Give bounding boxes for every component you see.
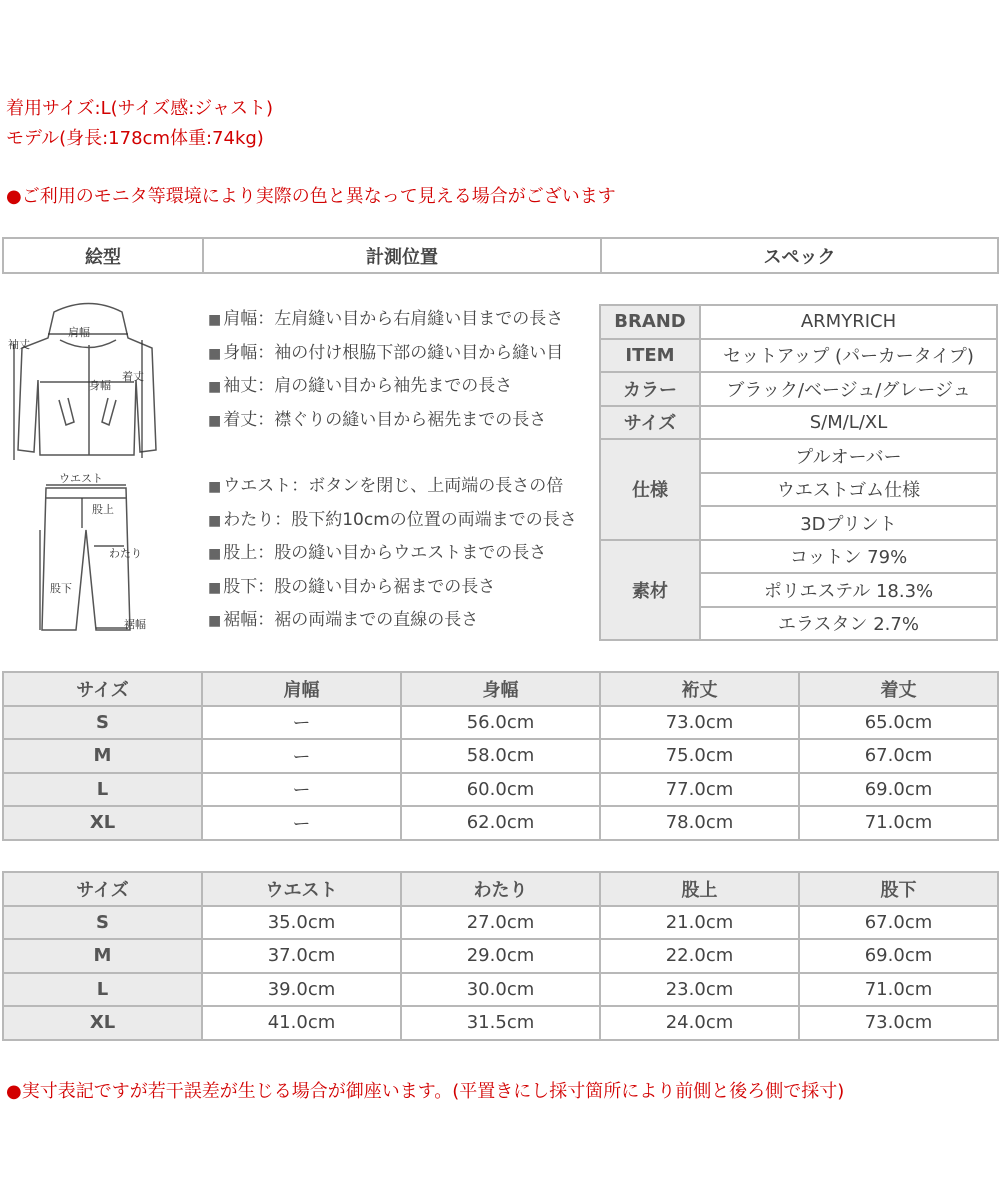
- model-info-text: モデル(身長:178cm体重:74kg): [6, 128, 264, 149]
- measurement-item: ■ 股下：股の縫い目から裾までの長さ: [208, 576, 496, 597]
- table-cell: 29.0cm: [401, 939, 600, 973]
- material-value: エラスタン 2.7%: [700, 607, 997, 641]
- bottom-size-table: [2, 871, 999, 1041]
- measurement-item: ■ 股上：股の縫い目からウエストまでの長さ: [208, 543, 547, 563]
- table-cell: 75.0cm: [600, 739, 799, 773]
- table-cell: 73.0cm: [600, 706, 799, 740]
- table-cell: 67.0cm: [799, 739, 998, 773]
- size-cell: S: [3, 706, 202, 740]
- size-cell: XL: [3, 806, 202, 840]
- col-header: 身幅: [401, 672, 600, 706]
- measurement-item: ■ 肩幅：左肩縫い目から右肩縫い目までの長さ: [208, 309, 564, 329]
- table-cell: 77.0cm: [600, 773, 799, 807]
- table-row: [3, 973, 998, 1007]
- material-value: コットン 79%: [700, 540, 997, 574]
- table-cell: 60.0cm: [401, 773, 600, 807]
- table-row: [3, 773, 998, 807]
- header-spec: スペック: [601, 238, 998, 273]
- table-row: [3, 906, 998, 940]
- spec-label-brand: BRAND: [600, 305, 700, 339]
- size-cell: XL: [3, 1006, 202, 1040]
- col-header: 股上: [600, 872, 799, 906]
- table-row: [3, 806, 998, 840]
- table-cell: 41.0cm: [202, 1006, 401, 1040]
- col-header: わたり: [401, 872, 600, 906]
- header-measurement: 計測位置: [203, 238, 601, 273]
- table-cell: 71.0cm: [799, 973, 998, 1007]
- table-row: [3, 706, 998, 740]
- section-header: [2, 237, 999, 274]
- table-cell: 73.0cm: [799, 1006, 998, 1040]
- table-cell: 30.0cm: [401, 973, 600, 1007]
- label-length: 着丈: [122, 370, 144, 383]
- spec-label-size: サイズ: [600, 406, 700, 440]
- label-inseam: 股下: [50, 582, 72, 595]
- col-header: 股下: [799, 872, 998, 906]
- measurement-item: ■ ウエスト：ボタンを閉じ、上両端の長さの倍: [208, 476, 564, 496]
- spec-value: プルオーバー: [700, 439, 997, 473]
- material-value: ポリエステル 18.3%: [700, 573, 997, 607]
- spec-value: ウエストゴム仕様: [700, 473, 997, 507]
- table-cell: 69.0cm: [799, 773, 998, 807]
- col-header: ウエスト: [202, 872, 401, 906]
- label-hem: 裾幅: [124, 618, 146, 631]
- table-cell: 39.0cm: [202, 973, 401, 1007]
- size-cell: M: [3, 739, 202, 773]
- measurement-list-top: [208, 303, 563, 437]
- label-sleeve: 袖丈: [8, 338, 30, 351]
- table-cell: 31.5cm: [401, 1006, 600, 1040]
- spec-table: [599, 304, 998, 641]
- table-cell: 58.0cm: [401, 739, 600, 773]
- size-cell: M: [3, 939, 202, 973]
- spec-label-spec: 仕様: [600, 439, 700, 540]
- table-cell: ー: [202, 806, 401, 840]
- col-header: サイズ: [3, 672, 202, 706]
- spec-value: 3Dプリント: [700, 506, 997, 540]
- table-cell: 24.0cm: [600, 1006, 799, 1040]
- label-body: 身幅: [89, 379, 111, 392]
- table-cell: 56.0cm: [401, 706, 600, 740]
- label-shoulder: 肩幅: [68, 326, 90, 339]
- measurement-item: ■ 袖丈：肩の縫い目から袖先までの長さ: [208, 376, 513, 396]
- col-header: 裄丈: [600, 672, 799, 706]
- measurement-item: ■ 着丈：襟ぐりの縫い目から裾先までの長さ: [208, 409, 547, 430]
- table-cell: ー: [202, 773, 401, 807]
- size-cell: L: [3, 773, 202, 807]
- table-cell: ー: [202, 706, 401, 740]
- measurement-list-bottom: [208, 470, 577, 638]
- table-row: [3, 1006, 998, 1040]
- table-cell: 65.0cm: [799, 706, 998, 740]
- table-cell: 22.0cm: [600, 939, 799, 973]
- table-cell: 23.0cm: [600, 973, 799, 1007]
- header-illustration: 絵型: [3, 238, 203, 273]
- label-thigh: わたり: [109, 547, 142, 560]
- col-header: サイズ: [3, 872, 202, 906]
- table-cell: 35.0cm: [202, 906, 401, 940]
- table-cell: 67.0cm: [799, 906, 998, 940]
- spec-label-color: カラー: [600, 372, 700, 406]
- footer-note: ●実寸表記ですが若干誤差が生じる場合が御座います。(平置きにし採寸箇所により前側と後ろ側で採寸): [6, 1081, 845, 1102]
- spec-size: S/M/L/XL: [700, 406, 997, 440]
- table-cell: 62.0cm: [401, 806, 600, 840]
- table-cell: 69.0cm: [799, 939, 998, 973]
- spec-color: ブラック/ベージュ/グレージュ: [700, 372, 997, 406]
- spec-brand: ARMYRICH: [700, 305, 997, 339]
- size-worn-text: 着用サイズ:L(サイズ感:ジャスト): [6, 98, 273, 119]
- spec-label-item: ITEM: [600, 339, 700, 373]
- color-note-text: ●ご利用のモニタ等環境により実際の色と異なって見える場合がございます: [6, 186, 616, 207]
- measurement-item: ■ 身幅：袖の付け根脇下部の縫い目から縫い目: [208, 342, 564, 363]
- table-cell: 78.0cm: [600, 806, 799, 840]
- table-cell: ー: [202, 739, 401, 773]
- size-cell: L: [3, 973, 202, 1007]
- table-cell: 27.0cm: [401, 906, 600, 940]
- spec-label-material: 素材: [600, 540, 700, 641]
- size-cell: S: [3, 906, 202, 940]
- spec-item: セットアップ (パーカータイプ): [700, 339, 997, 373]
- table-row: [3, 939, 998, 973]
- table-row: [3, 739, 998, 773]
- garment-illustration: [4, 300, 194, 640]
- table-cell: 37.0cm: [202, 939, 401, 973]
- table-cell: 21.0cm: [600, 906, 799, 940]
- label-waist: ウエスト: [59, 472, 103, 485]
- measurement-item: ■ 裾幅：裾の両端までの直線の長さ: [208, 610, 479, 630]
- top-size-table: [2, 671, 999, 841]
- measurement-item: ■ わたり：股下約10cmの位置の両端までの長さ: [208, 509, 577, 530]
- label-rise: 股上: [92, 503, 114, 516]
- col-header: 肩幅: [202, 672, 401, 706]
- table-cell: 71.0cm: [799, 806, 998, 840]
- col-header: 着丈: [799, 672, 998, 706]
